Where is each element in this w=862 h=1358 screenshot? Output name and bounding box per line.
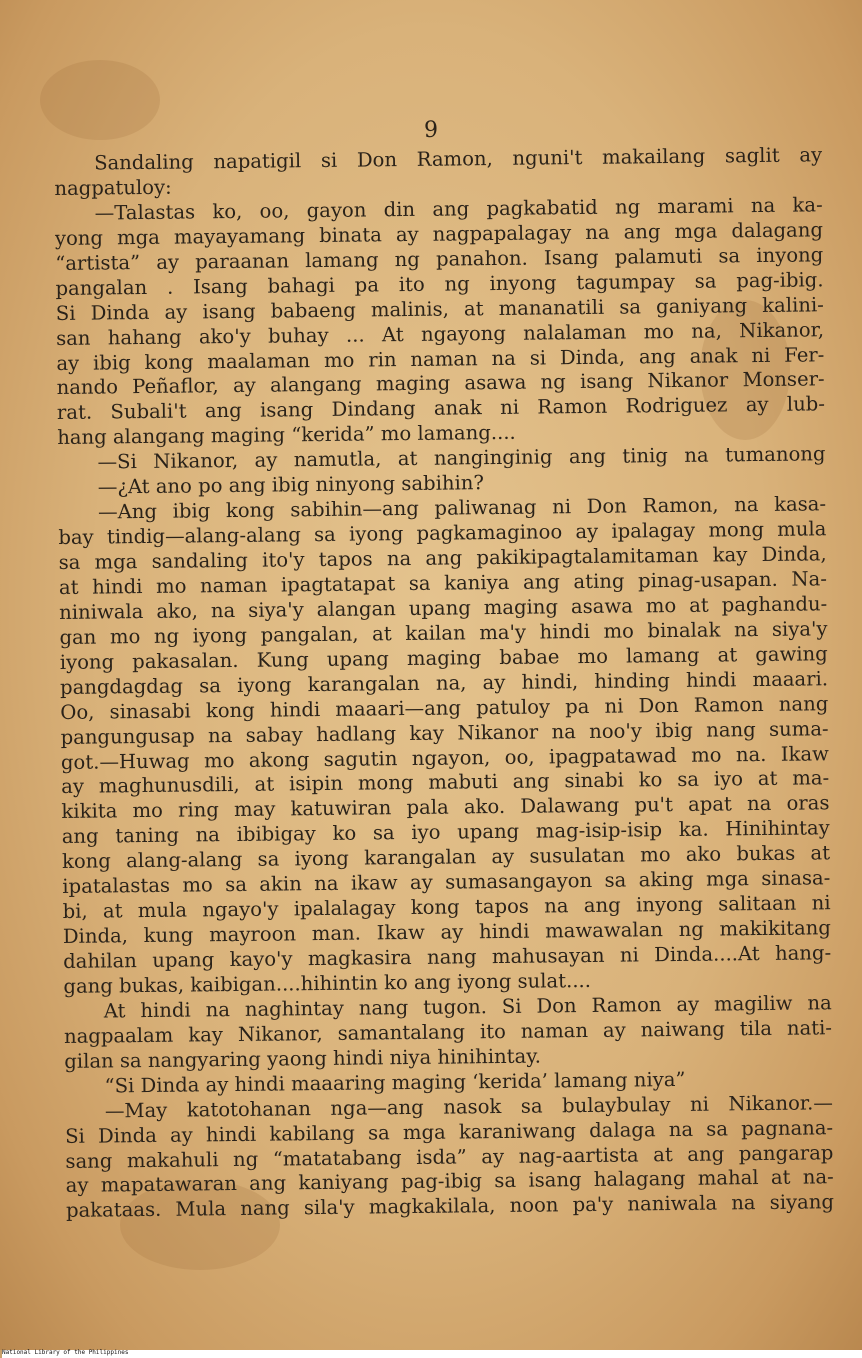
text-line: pangdagdag sa iyong karangalan na, ay hindi, hinding hindi maaari. bbox=[59, 666, 829, 699]
footer-bar bbox=[2, 1350, 862, 1358]
text-line: nando Peñaflor, ay alangang maging asawa ng isang Nikanor Monser- bbox=[56, 367, 825, 400]
text-line: “artista” ay paraanan lamang ng panahon. Isang palamuti sa inyong bbox=[55, 243, 824, 275]
text-line: kong alang-alang sa iyong karangalan ay susulatan mo ako bukas at bbox=[61, 841, 831, 874]
text-line: niniwala ako, na siya'y alangan upang maging asawa mo at paghandu- bbox=[59, 592, 828, 624]
text-line: —May katotohanan nga—ang nasok sa bulaybulay ni Nikanor.— bbox=[104, 1090, 833, 1123]
text-line: Si Dinda ay hindi kabilang sa mga karaniwang dalaga na sa pagnana- bbox=[65, 1115, 834, 1148]
text-line: pakataas. Mula nang sila'y magkakilala, noon pa'y naniwala na siyang bbox=[65, 1190, 835, 1223]
text-line: ay mapatawaran ang kaniyang pag-ibig sa isang halagang mahal at na- bbox=[65, 1165, 834, 1198]
text-line: hang alangang maging “kerida” mo lamang.... bbox=[57, 421, 516, 450]
text-line: bay tindig—alang-alang sa iyong pagkamaginoo ay ipalagay mong mula bbox=[58, 517, 827, 550]
text-line: gilan sa nangyaring yaong hindi niya hinihintay. bbox=[64, 1044, 542, 1073]
text-line: ay maghunusdili, at isipin mong mabuti ang sinabi ko sa iyo at ma- bbox=[61, 766, 830, 799]
text-line: yong mga mayayamang binata ay nagpapalagay na ang mga dalagang bbox=[54, 218, 824, 250]
text-line: bi, at mula ngayo'y ipalalagay kong tapos na ang inyong salitaan ni bbox=[62, 891, 831, 924]
text-line: “Si Dinda ay hindi maaaring maging ‘kerida’ lamang niya” bbox=[104, 1067, 686, 1098]
text-line: pangungusap na sabay hadlang kay Nikanor na noo'y ibig nang suma- bbox=[60, 716, 829, 749]
text-line: Sandaling napatigil si Don Ramon, nguni't makailang saglit ay bbox=[93, 143, 823, 175]
text-line: At hindi na naghintay nang tugon. Si Don Ramon ay magiliw na bbox=[103, 991, 832, 1023]
text-line: nagpatuloy: bbox=[54, 175, 172, 200]
text-line: got.—Huwag mo akong sagutin ngayon, oo, ipagpatawad mo na. Ikaw bbox=[60, 741, 830, 774]
text-line: san hahang ako'y buhay ... At ngayong nalalaman mo na, Nikanor, bbox=[55, 317, 825, 350]
text-line: sa mga sandaling ito'y tapos na ang pakikipagtalamitaman kay Dinda, bbox=[58, 542, 827, 574]
text-line: gan mo ng iyong pangalan, at kailan ma'y hindi mo binalak na siya'y bbox=[59, 617, 828, 649]
text-line: iyong pakasalan. Kung upang maging babae mo lamang at gawing bbox=[59, 642, 828, 674]
text-line: kikita mo ring may katuwiran pala ako. Dalawang pu't apat na oras bbox=[61, 791, 830, 824]
text-line: rat. Subali't ang isang Dindang anak ni Ramon Rodriguez ay lub- bbox=[56, 392, 826, 425]
text-line: —Talastas ko, oo, gayon din ang pagkabatid ng marami na ka- bbox=[94, 193, 823, 225]
text-line: pangalan . Isang bahagi pa ito ng inyong tagumpay sa pag-ibig. bbox=[55, 267, 824, 300]
page-number: 9 bbox=[424, 118, 438, 143]
text-line: Si Dinda ay isang babaeng malinis, at mananatili sa ganiyang kalini- bbox=[55, 292, 824, 325]
text-line: dahilan upang kayo'y magkasira nang mahusayan ni Dinda....At hang- bbox=[63, 941, 832, 973]
text-line: nagpaalam kay Nikanor, samantalang ito naman ay naiwang tila nati- bbox=[63, 1016, 833, 1048]
text-line: —Si Nikanor, ay namutla, at nanginginig ang tinig na tumanong bbox=[97, 442, 826, 474]
text-line: gang bukas, kaibigan....hihintin ko ang iyong sulat.... bbox=[63, 968, 592, 998]
text-line: Oo, sinasabi kong hindi maaari—ang patuloy pa ni Don Ramon nang bbox=[60, 691, 829, 724]
text-line: at hindi mo naman ipagtatapat sa kaniya ang ating pinag-usapan. Na- bbox=[58, 567, 828, 599]
text-line: —Ang ibig kong sabihin—ang paliwanag ni Don Ramon, na kasa- bbox=[97, 492, 827, 524]
text-line: ang taning na ibibigay ko sa iyo upang mag-isip-isip ka. Hinihintay bbox=[61, 816, 830, 849]
text-line: ipatalastas mo sa akin na ikaw ay sumasangayon sa aking mga sinasa- bbox=[62, 866, 831, 899]
text-line: ay ibig kong maalaman mo rin naman na si Dinda, ang anak ni Fer- bbox=[56, 342, 825, 375]
footer-credit: National Library of the Philippines bbox=[2, 1349, 129, 1356]
text-line: Dinda, kung mayroon man. Ikaw ay hindi mawawalan ng makikitang bbox=[62, 916, 831, 949]
text-line: sang makahuli ng “matatabang isda” ay nag-aartista at ang pangarap bbox=[65, 1140, 834, 1173]
text-line: —¿At ano po ang ibig ninyong sabihin? bbox=[97, 471, 485, 499]
body-text bbox=[54, 143, 834, 1224]
